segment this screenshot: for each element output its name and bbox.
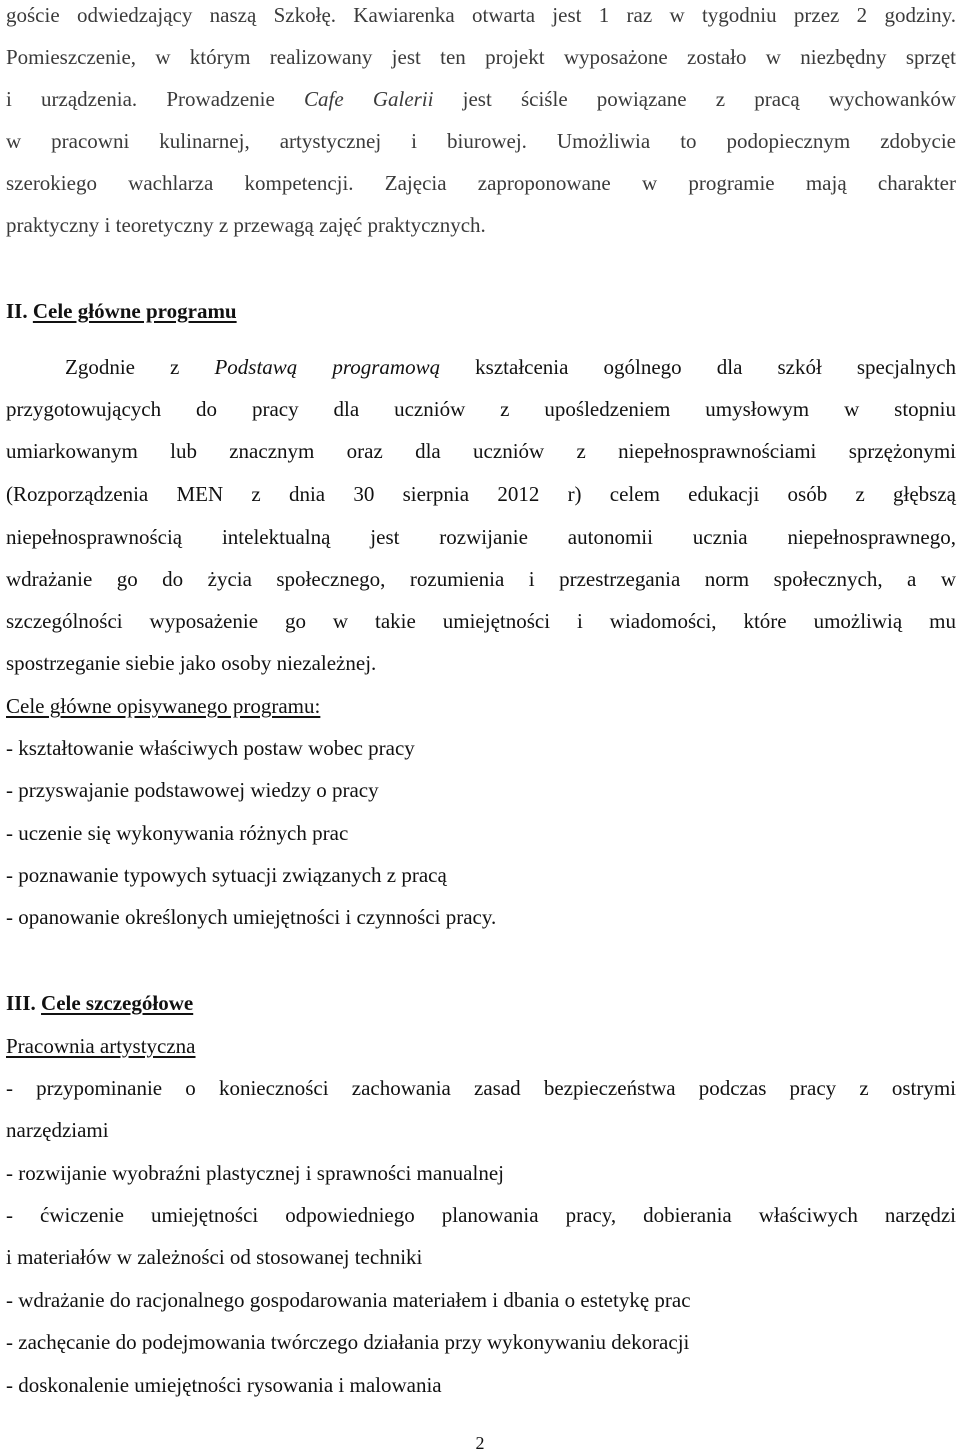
section-2-title: Cele główne programu [32, 299, 237, 323]
list-item: - poznawanie typowych sytuacji związanych z pracą [6, 863, 447, 887]
podstawa-programowa: Podstawą programową [214, 355, 441, 379]
list-item: - zachęcanie do podejmowania twórczego działania przy wykonywaniu dekoracji [6, 1330, 690, 1354]
para-line-1-end: kształcenia ogólnego dla szkół specjalnych [440, 355, 956, 379]
cafe-galerii-name: Cafe Galerii [303, 87, 434, 111]
section-2-subheading [6, 693, 956, 719]
list-item: - ćwiczenie umiejętności odpowiedniego planowania pracy, dobierania właściwych narzędzi [6, 1203, 956, 1227]
list-item: - doskonalenie umiejętności rysowania i malowania [6, 1373, 442, 1397]
intro-line-2: Pomieszczenie, w którym realizowany jest ten projekt wyposażone zostało w niezbędny sprzęt [6, 45, 956, 69]
list-item-continuation: i materiałów w zależności od stosowanej techniki [6, 1245, 423, 1269]
section-3-title: Cele szczegółowe [41, 991, 194, 1015]
list-item: - rozwijanie wyobraźni plastycznej i sprawności manualnej [6, 1161, 504, 1185]
para-start: Zgodnie z [65, 355, 215, 379]
section-2-para-line-3: umiarkowanym lub znacznym oraz dla uczniów z niepełnosprawnościami sprzężonymi [6, 439, 956, 463]
section-2-para-line-1 [6, 354, 956, 380]
section-2-number: II. [6, 299, 33, 323]
intro-line-6: praktyczny i teoretyczny z przewagą zajęć praktycznych. [6, 213, 486, 237]
section-3-subheading [6, 1033, 956, 1059]
section-2-subheading-text: Cele główne opisywanego programu: [6, 694, 321, 718]
intro-line-4: w pracowni kulinarnej, artystycznej i biurowej. Umożliwia to podopiecznym zdobycie [6, 129, 956, 153]
intro-line-3-start: i urządzenia. Prowadzenie [6, 87, 304, 111]
list-item: - przypominanie o konieczności zachowania zasad bezpieczeństwa podczas pracy z ostrymi [6, 1076, 956, 1100]
list-item-continuation: narzędziami [6, 1118, 109, 1142]
section-2-para-line-7: szczególności wyposażenie go w takie umiejętności i wiadomości, które umożliwią mu [6, 609, 956, 633]
list-item: - kształtowanie właściwych postaw wobec pracy [6, 736, 415, 760]
section-2-heading [6, 298, 956, 324]
section-3-number: III. [6, 991, 42, 1015]
section-2-para-line-6: wdrażanie go do życia społecznego, rozumienia i przestrzegania norm społecznych, a w [6, 567, 956, 591]
intro-line-1: goście odwiedzający naszą Szkołę. Kawiarenka otwarta jest 1 raz w tygodniu przez 2 godziny. [6, 3, 956, 27]
section-2-para-line-8: spostrzeganie siebie jako osoby niezależnej. [6, 651, 377, 675]
section-2-para-line-2: przygotowujących do pracy dla uczniów z upośledzeniem umysłowym w stopniu [6, 397, 956, 421]
section-3-subheading-text: Pracownia artystyczna [6, 1034, 196, 1058]
list-item: - uczenie się wykonywania różnych prac [6, 821, 349, 845]
page-number: 2 [475, 1433, 485, 1453]
section-2-para-line-4: (Rozporządzenia MEN z dnia 30 sierpnia 2012 r) celem edukacji osób z głębszą [6, 482, 956, 506]
intro-line-5: szerokiego wachlarza kompetencji. Zajęcia zaproponowane w programie mają charakter [6, 171, 956, 195]
list-item: - przyswajanie podstawowej wiedzy o pracy [6, 778, 379, 802]
list-item: - wdrażanie do racjonalnego gospodarowania materiałem i dbania o estetykę prac [6, 1288, 691, 1312]
intro-line-3 [6, 86, 956, 112]
intro-line-3-end: jest ściśle powiązane z pracą wychowanków [433, 87, 957, 111]
list-item: - opanowanie określonych umiejętności i czynności pracy. [6, 905, 497, 929]
section-3-heading [6, 990, 956, 1016]
section-2-para-line-5: niepełnosprawnością intelektualną jest rozwijanie autonomii ucznia niepełnosprawnego, [6, 525, 956, 549]
